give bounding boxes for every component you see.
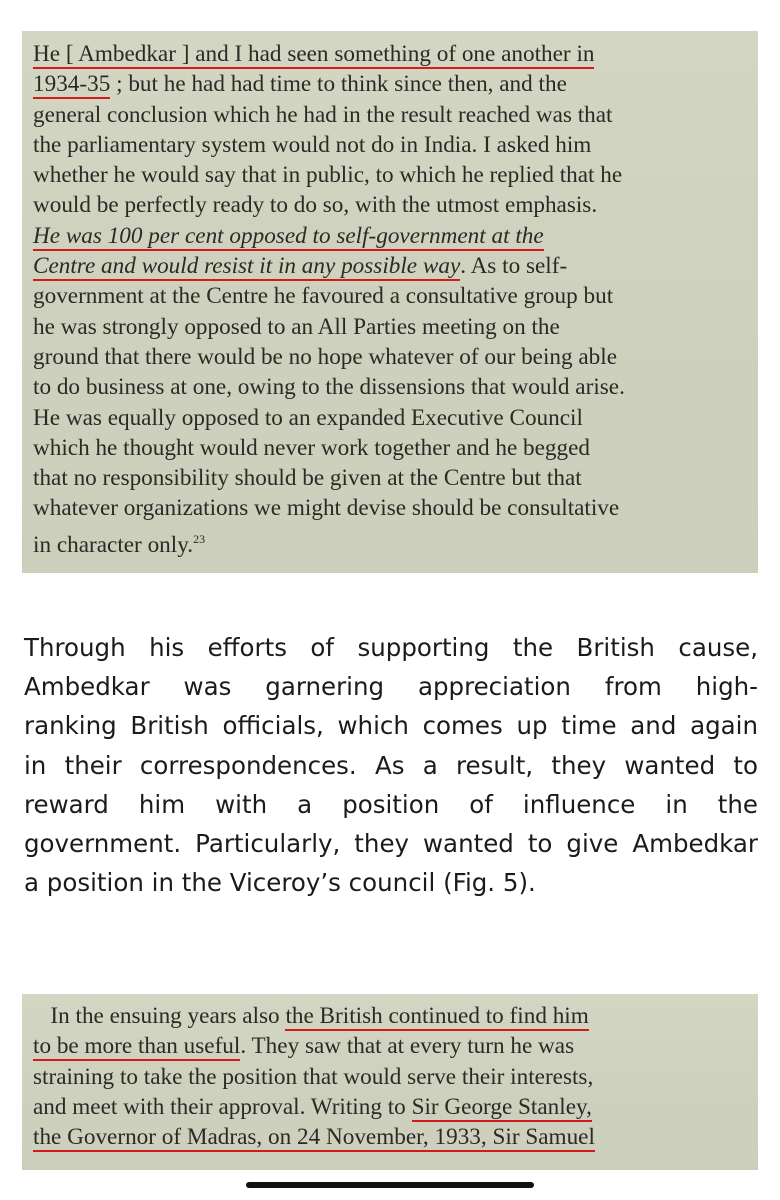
excerpt-text: he was strongly opposed to an All Parties meeting on the <box>33 313 560 340</box>
excerpt-text: whatever organizations we might devise should be consultative <box>33 495 620 522</box>
underlined-text: Centre and would resist it in any possible way <box>33 253 461 280</box>
excerpt-line <box>33 493 758 523</box>
article-line: Ambedkar was garnering appreciation from high- <box>24 672 758 702</box>
excerpt-text: ground that there would be no hope whatever of our being able <box>33 343 618 370</box>
excerpt-line <box>33 1122 758 1152</box>
excerpt-line <box>33 1031 758 1061</box>
excerpt-text: which he thought would never work together and he begged <box>33 434 590 461</box>
article-line: Through his efforts of supporting the British cause, <box>24 633 758 662</box>
excerpt-text: would be perfectly ready to do so, with the utmost emphasis. <box>33 192 598 219</box>
excerpt-text: that no responsibility should be given at the Centre but that <box>33 465 582 492</box>
excerpt-line <box>33 312 758 342</box>
underlined-text: the British continued to find him <box>285 1003 589 1029</box>
excerpt-line <box>33 372 758 402</box>
article-line: reward him with a position of influence in the <box>24 789 758 819</box>
excerpt-text: general conclusion which he had in the result reached was that <box>33 101 613 128</box>
article-line: a position in the Viceroy’s council (Fig. 5). <box>24 868 536 898</box>
article-line: government. Particularly, they wanted to give Ambedkar <box>24 829 758 859</box>
excerpt-text: whether he would say that in public, to which he replied that he <box>33 162 623 189</box>
excerpt-line <box>33 190 758 220</box>
excerpt-line <box>33 251 758 281</box>
excerpt-text: straining to take the position that would serve their interests, <box>33 1063 594 1090</box>
book-excerpt-image-top <box>22 31 758 573</box>
article-line: ranking British officials, which comes up time and again <box>24 711 758 741</box>
excerpt-text: to do business at one, owing to the dissensions that would arise. <box>33 374 625 401</box>
home-indicator[interactable] <box>246 1182 534 1188</box>
excerpt-line <box>33 463 758 493</box>
excerpt-line <box>33 524 758 558</box>
excerpt-text: the parliamentary system would not do in India. I asked him <box>33 131 592 158</box>
book-excerpt-image-bottom <box>22 994 758 1170</box>
underlined-text: the Governor of Madras, on 24 November, 1933, Sir Samuel <box>33 1124 595 1151</box>
excerpt-line <box>33 160 758 190</box>
excerpt-line <box>33 130 758 160</box>
excerpt-line <box>33 403 758 433</box>
excerpt-line <box>33 39 758 69</box>
excerpt-line <box>33 69 758 99</box>
footnote-number: 23 <box>193 531 206 546</box>
excerpt-line <box>33 1062 758 1092</box>
excerpt-text: in character only. <box>33 531 194 558</box>
underlined-text: He was 100 per cent opposed to self-government at the <box>33 222 544 249</box>
article-paragraph <box>24 628 758 902</box>
excerpt-line <box>33 100 758 130</box>
excerpt-line <box>33 1092 758 1122</box>
excerpt-line <box>33 281 758 311</box>
underlined-text: to be more than useful <box>33 1033 241 1060</box>
excerpt-line <box>33 221 758 251</box>
excerpt-text: . They saw that at every turn he was <box>240 1033 575 1060</box>
underlined-text: 1934-35 <box>33 71 111 98</box>
excerpt-line <box>33 342 758 372</box>
excerpt-text: . As to self- <box>460 253 568 280</box>
excerpt-text: ; but he had had time to think since then, and the <box>110 71 567 98</box>
underlined-text: Sir George Stanley, <box>411 1093 592 1120</box>
excerpt-text: government at the Centre he favoured a consultative group but <box>33 283 614 310</box>
excerpt-line <box>33 433 758 463</box>
excerpt-text: and meet with their approval. Writing to <box>33 1093 412 1120</box>
underlined-text: He [ Ambedkar ] and I had seen something of one another in <box>33 41 595 67</box>
article-line: in their correspondences. As a result, they wanted to <box>24 750 758 780</box>
excerpt-text: He was equally opposed to an expanded Executive Council <box>33 404 583 431</box>
excerpt-line <box>33 1001 758 1031</box>
excerpt-text: In the ensuing years also <box>33 1003 286 1029</box>
